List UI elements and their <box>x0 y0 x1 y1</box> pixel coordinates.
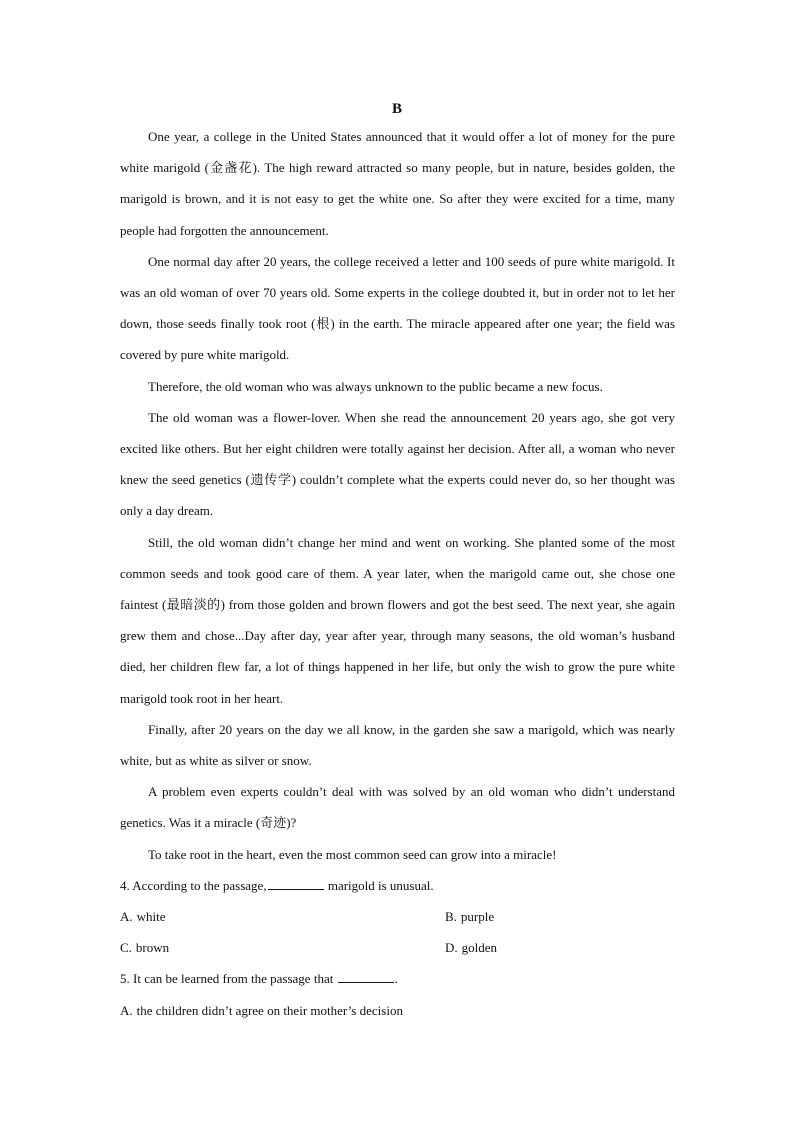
paragraph-7: A problem even experts couldn’t deal with was solved by an old woman who didn’t understand genetics. Was it a miracle (奇迹)? <box>120 784 675 831</box>
paragraph-2: One normal day after 20 years, the college received a letter and 100 seeds of pure white marigold. It was an old woman of over 70 years old. Some experts in the college doubted it, but in order not to let her down, those seeds finally took root (根) in the earth. The miracle appeared after one year; the field was covered by pure white marigold. <box>120 253 675 363</box>
section-heading: B <box>391 101 402 117</box>
answer-blank <box>268 876 324 890</box>
question-4-stem-end: marigold is unusual. <box>324 877 434 893</box>
question-4-options-row-1 <box>120 901 675 932</box>
question-5-stem-end: . <box>394 971 398 987</box>
question-4-stem: 4. According to the passage, <box>120 877 267 893</box>
question-5 <box>120 963 675 994</box>
option-4b: B. purple <box>445 909 495 925</box>
question-5-stem: 5. It can be learned from the passage that <box>120 971 334 987</box>
question-4 <box>120 870 675 901</box>
option-4c: C. brown <box>120 940 170 956</box>
option-4a: A. white <box>120 909 166 925</box>
document-body <box>120 121 675 1026</box>
question-4-options-row-2 <box>120 932 675 963</box>
question-5-options-row-1 <box>120 995 675 1026</box>
paragraph-4: The old woman was a flower-lover. When she read the announcement 20 years ago, she got very excited like others. But her eight children were totally against her decision. After all, a woman who never knew the seed genetics (遗传学) couldn’t complete what the experts could never do, so her thought was only a day dream. <box>120 409 675 519</box>
paragraph-8: To take root in the heart, even the most common seed can grow into a miracle! <box>148 846 557 862</box>
paragraph-6: Finally, after 20 years on the day we all know, in the garden she saw a marigold, which was nearly white, but as white as silver or snow. <box>120 721 675 769</box>
paragraph-5: Still, the old woman didn’t change her mind and went on working. She planted some of the most common seeds and took good care of them. A year later, when the marigold came out, she chose one faintest (最暗淡的) from those golden and brown flowers and got the best seed. The next year, she again grew them and chose...Day after day, year after year, through many seasons, the old woman’s husband died, her children flew far, a lot of things happened in her life, but only the wish to grow the pure white marigold took root in her heart. <box>120 534 675 706</box>
option-4d: D. golden <box>445 940 498 956</box>
paragraph-3: Therefore, the old woman who was always unknown to the public became a new focus. <box>148 378 603 394</box>
option-5a: A. the children didn’t agree on their mother’s decision <box>120 1002 403 1018</box>
answer-blank <box>338 969 394 983</box>
paragraph-1: One year, a college in the United States announced that it would offer a lot of money for the pure white marigold (金盏花). The high reward attracted so many people, but in nature, besides golden, the marigold is brown, and it is not easy to get the white one. So after they were excited for a time, many people had forgotten the announcement. <box>120 129 675 238</box>
